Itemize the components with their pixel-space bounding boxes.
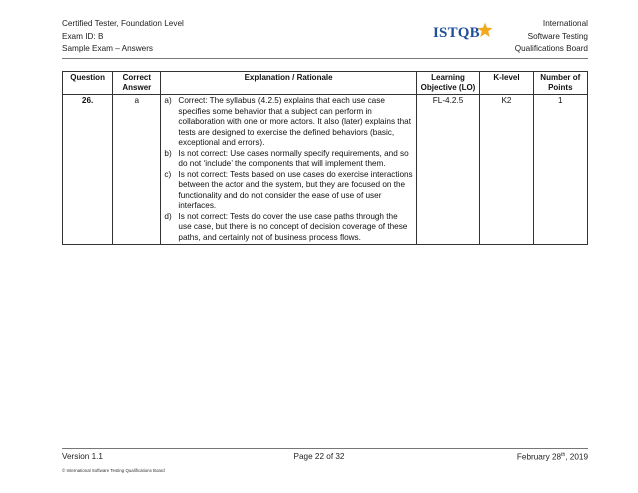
explanation-list [164,96,412,243]
learning-objective: FL-4.2.5 [416,95,480,245]
header-learning-objective: Learning Objective (LO) [416,72,480,95]
logo-text: ISTQB [433,25,480,41]
footer-date-ordinal: th [561,452,566,458]
explanation-cell [161,95,416,245]
k-level: K2 [480,95,533,245]
table-header-row [63,72,588,95]
header-org-line-2: Software Testing [527,31,588,41]
logo-star-icon [477,22,493,38]
correct-answer: a [113,95,161,245]
footer-date-suffix: , 2019 [565,452,588,462]
explanation-item-d [164,212,412,244]
explanation-text: Correct: The syllabus (4.2.5) explains that each use case specifies some behavior that a subject can perform in collaboration with one or more actors. It also (later) explains that tests are designed to exercise the defined behaviors (basic, exceptional and errors). [178,96,411,147]
explanation-item-c [164,170,412,212]
header-right-block [515,18,588,56]
footer-copyright: © International Software Testing Qualifications Board [62,468,165,473]
header-question: Question [63,72,113,95]
footer-date-prefix: February 28 [516,452,562,462]
explanation-text: Is not correct: Tests do cover the use case paths through the use case, but there is no concept of decision coverage of these paths, and certainly not of business process flows. [178,211,408,242]
explanation-letter: c) [164,169,172,179]
istqb-logo [433,22,503,44]
header-left-block [62,18,184,56]
explanation-text: Is not correct: Tests based on use cases do exercise interactions between the actor and the system, but they are focused on the functionality and do not consider the ease of use of user interfaces. [178,169,413,210]
answers-table [62,71,588,245]
footer-date [517,452,588,462]
header-org-line-1: International [542,19,588,28]
header-explanation: Explanation / Rationale [161,72,416,95]
points: 1 [533,95,587,245]
header-k-level: K-level [480,72,533,95]
header-doc-subtitle: Sample Exam – Answers [62,44,154,53]
footer-divider [62,448,588,449]
explanation-item-b [164,149,412,170]
header-doc-title: Certified Tester, Foundation Level [62,19,184,28]
explanation-letter: a) [164,96,172,105]
footer-page-number: Page 22 of 32 [293,452,345,461]
header-org-line-3: Qualifications Board [514,44,588,53]
explanation-letter: d) [164,211,172,221]
footer-version: Version 1.1 [62,452,103,461]
explanation-text: Is not correct: Use cases normally specify requirements, and so do not ‘include’ the components that will implement them. [178,148,409,168]
header-correct-answer: Correct Answer [113,72,161,95]
explanation-letter: b) [164,148,172,158]
question-number: 26. [63,95,113,245]
header-exam-id: Exam ID: B [62,31,104,41]
header-points: Number of Points [533,72,587,95]
table-row [63,95,588,245]
header-divider [62,58,588,59]
explanation-item-a [164,96,412,149]
